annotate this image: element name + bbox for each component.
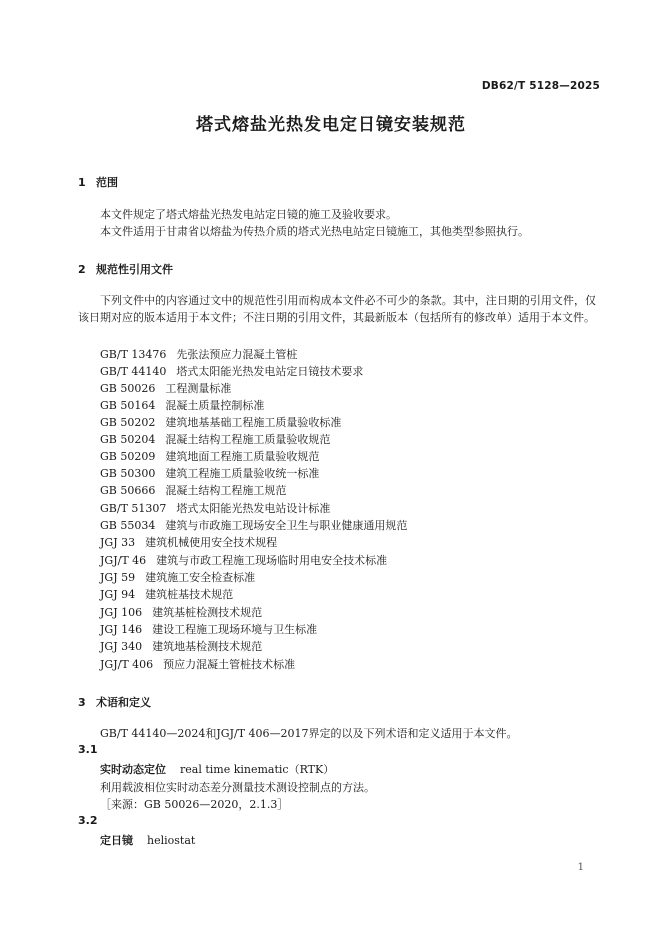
reference-item xyxy=(100,621,317,637)
reference-title: 建筑基桩检测技术规范 xyxy=(152,606,263,619)
reference-title: 建筑地面工程施工质量验收规范 xyxy=(165,450,320,463)
reference-title: 工程测量标准 xyxy=(165,382,232,395)
reference-code: GB 50202 xyxy=(100,416,156,429)
reference-item xyxy=(100,604,262,620)
reference-title: 塔式太阳能光热发电站定日镜技术要求 xyxy=(176,365,364,378)
clause-3-1-source: ［来源：GB 50026—2020，2.1.3］ xyxy=(100,798,289,811)
reference-item xyxy=(100,534,277,550)
reference-code: GB/T 51307 xyxy=(100,502,167,515)
section-2-intro: 下列文件中的内容通过文中的规范性引用而构成本文件必不可少的条款。其中，注日期的引用文件，仅该日期对应的版本适用于本文件；不注日期的引用文件，其最新版本（包括所有的修改单）适用于本文件。 xyxy=(78,294,596,324)
reference-title: 塔式太阳能光热发电站设计标准 xyxy=(176,502,331,515)
section-1-number: 1 xyxy=(78,176,86,189)
reference-item xyxy=(100,397,264,413)
reference-title: 建筑工程施工质量验收统一标准 xyxy=(165,467,320,480)
reference-item xyxy=(100,569,255,585)
term-chinese: 定日镜 xyxy=(100,834,133,847)
reference-code: JGJ 33 xyxy=(100,536,136,549)
reference-code: GB 50204 xyxy=(100,433,156,446)
reference-title: 先张法预应力混凝土管桩 xyxy=(176,348,298,361)
term-english: real time kinematic（RTK） xyxy=(180,763,335,776)
clause-3-2-term xyxy=(100,832,195,848)
reference-title: 预应力混凝土管桩技术标准 xyxy=(163,658,296,671)
reference-code: JGJ 146 xyxy=(100,623,143,636)
reference-code: GB/T 13476 xyxy=(100,348,167,361)
section-2-title: 规范性引用文件 xyxy=(96,263,173,276)
reference-code: JGJ 59 xyxy=(100,571,136,584)
reference-item xyxy=(100,431,330,447)
reference-item xyxy=(100,552,387,568)
reference-item xyxy=(100,346,297,362)
reference-title: 建筑桩基技术规范 xyxy=(145,588,234,601)
section-3-heading xyxy=(78,694,151,710)
clause-3-1-term xyxy=(100,761,334,777)
reference-item xyxy=(100,448,319,464)
reference-code: GB 50164 xyxy=(100,399,156,412)
reference-title: 建筑施工安全检查标准 xyxy=(145,571,256,584)
clause-3-1-definition: 利用载波相位实时动态差分测量技术测设控制点的方法。 xyxy=(100,781,375,794)
reference-code: JGJ 94 xyxy=(100,588,136,601)
clause-3-2-number: 3.2 xyxy=(78,814,98,827)
reference-code: GB/T 44140 xyxy=(100,365,167,378)
reference-title: 建设工程施工现场环境与卫生标准 xyxy=(152,623,318,636)
reference-title: 建筑与市政工程施工现场临时用电安全技术标准 xyxy=(156,554,388,567)
page-number: 1 xyxy=(577,862,584,873)
reference-title: 建筑地基检测技术规范 xyxy=(152,640,263,653)
section-3-number: 3 xyxy=(78,696,86,709)
reference-code: JGJ 340 xyxy=(100,640,143,653)
section-1-paragraph-2: 本文件适用于甘肃省以熔盐为传热介质的塔式光热电站定日镜施工，其他类型参照执行。 xyxy=(100,225,529,238)
clause-3-1-number: 3.1 xyxy=(78,743,98,756)
reference-title: 混凝土结构工程施工质量验收规范 xyxy=(165,433,331,446)
reference-title: 建筑地基基础工程施工质量验收标准 xyxy=(165,416,342,429)
section-3-intro: GB/T 44140—2024和JGJ/T 406—2017界定的以及下列术语和定义适用于本文件。 xyxy=(100,727,518,740)
reference-item xyxy=(100,414,341,430)
reference-title: 建筑机械使用安全技术规程 xyxy=(145,536,278,549)
reference-item xyxy=(100,482,286,498)
reference-item xyxy=(100,586,233,602)
reference-code: GB 50666 xyxy=(100,484,156,497)
reference-item xyxy=(100,656,295,672)
reference-code: GB 50209 xyxy=(100,450,156,463)
reference-code: GB 55034 xyxy=(100,519,156,532)
reference-item xyxy=(100,380,231,396)
section-2-number: 2 xyxy=(78,263,86,276)
section-1-paragraph-1: 本文件规定了塔式熔盐光热发电站定日镜的施工及验收要求。 xyxy=(100,208,397,221)
section-2-heading xyxy=(78,261,173,277)
reference-item xyxy=(100,465,319,481)
document-title: 塔式熔盐光热发电定日镜安装规范 xyxy=(196,115,466,135)
section-1-heading xyxy=(78,174,118,190)
reference-item xyxy=(100,638,262,654)
reference-code: JGJ 106 xyxy=(100,606,143,619)
reference-code: GB 50300 xyxy=(100,467,156,480)
standard-code: DB62/T 5128—2025 xyxy=(481,80,600,92)
reference-item xyxy=(100,517,407,533)
reference-code: JGJ/T 406 xyxy=(100,658,154,671)
term-english: heliostat xyxy=(147,834,196,847)
reference-title: 混凝土质量控制标准 xyxy=(165,399,265,412)
reference-code: GB 50026 xyxy=(100,382,156,395)
reference-item xyxy=(100,363,363,379)
section-3-title: 术语和定义 xyxy=(96,696,151,709)
section-1-title: 范围 xyxy=(96,176,118,189)
reference-title: 混凝土结构工程施工规范 xyxy=(165,484,287,497)
reference-title: 建筑与市政施工现场安全卫生与职业健康通用规范 xyxy=(165,519,408,532)
term-chinese: 实时动态定位 xyxy=(100,763,166,776)
reference-item xyxy=(100,500,330,516)
reference-code: JGJ/T 46 xyxy=(100,554,147,567)
